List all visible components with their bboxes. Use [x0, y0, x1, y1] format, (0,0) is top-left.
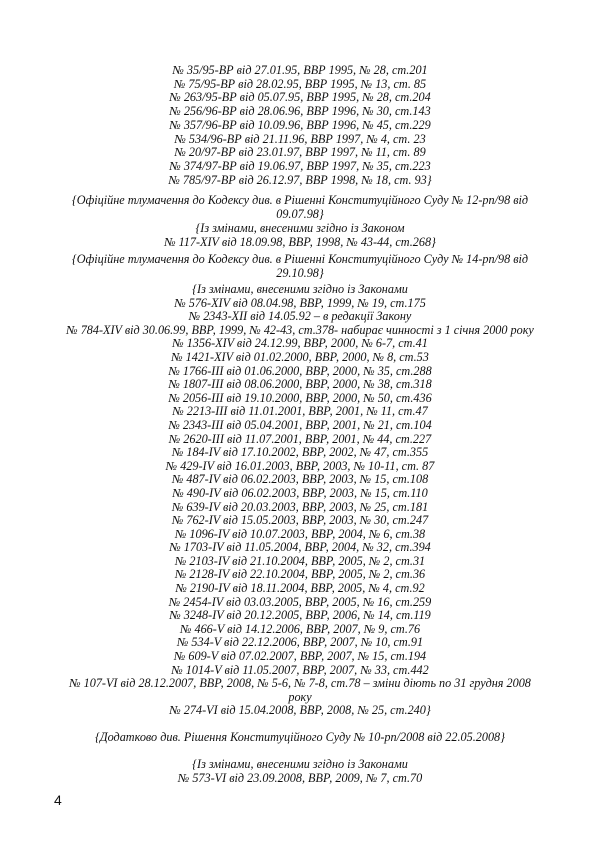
text-line: № 2343-III від 05.04.2001, ВВР, 2001, № 21, ст.104 — [168, 417, 432, 432]
text-line: № 107-VI від 28.12.2007, ВВР, 2008, № 5-6, № 7-8, ст.78 – зміни діють по 31 грудня 2008 — [69, 676, 531, 691]
text-line: № 1766-III від 01.06.2000, ВВР, 2000, № 35, ст.288 — [168, 363, 432, 378]
text-line: № 784-XIV від 30.06.99, ВВР, 1999, № 42-43, ст.378- набирає чинності з 1 січня 2000 року — [66, 322, 534, 337]
text-line: {Із змінами, внесеними згідно із Законами — [192, 282, 408, 296]
text-line: № 1807-III від 08.06.2000, ВВР, 2000, № 38, ст.318 — [168, 377, 432, 392]
text-line: № 357/96-ВР від 10.09.96, ВВР 1996, № 45, ст.229 — [169, 117, 431, 132]
amendments-list-2 — [0, 222, 600, 249]
text-line: № 2343-XII від 14.05.92 – в редакції Закону — [188, 309, 412, 324]
text-line: 29.10.98} — [276, 265, 324, 280]
text-line: № 35/95-ВР від 27.01.95, ВВР 1995, № 28, ст.201 — [172, 63, 428, 77]
text-line: № 785/97-ВР від 26.12.97, ВВР 1998, № 18, ст. 93} — [168, 172, 432, 187]
text-line: № 429-IV від 16.01.2003, ВВР, 2003, № 10-11, ст. 87 — [165, 458, 435, 473]
text-line: № 1421-XIV від 01.02.2000, ВВР, 2000, № 8, ст.53 — [171, 349, 429, 364]
interpretation-note-1 — [0, 194, 600, 221]
additional-note-text: {Додатково див. Рішення Конституційного Суду № 10-рп/2008 від 22.05.2008} — [94, 730, 506, 744]
text-line: № 2128-IV від 22.10.2004, ВВР, 2005, № 2, ст.36 — [174, 567, 426, 582]
text-line: № 184-IV від 17.10.2002, ВВР, 2002, № 47, ст.355 — [171, 445, 429, 460]
text-line: № 2190-IV від 18.11.2004, ВВР, 2005, № 4, ст.92 — [175, 581, 425, 596]
text-line: № 1014-V від 11.05.2007, ВВР, 2007, № 33, ст.442 — [171, 662, 429, 677]
text-line: № 487-IV від 06.02.2003, ВВР, 2003, № 15, ст.108 — [171, 472, 429, 487]
text-line: № 2056-III від 19.10.2000, ВВР, 2000, № 50, ст.436 — [168, 390, 432, 405]
text-line: № 256/96-ВР від 28.06.96, ВВР 1996, № 30, ст.143 — [169, 104, 431, 119]
text-line: № 374/97-ВР від 19.06.97, ВВР 1997, № 35, ст.223 — [169, 158, 431, 173]
text-line: № 117-XIV від 18.09.98, ВВР, 1998, № 43-44, ст.268} — [164, 234, 436, 249]
text-line: № 3248-IV від 20.12.2005, ВВР, 2006, № 14, ст.119 — [169, 608, 431, 623]
text-line: № 762-IV від 15.05.2003, ВВР, 2003, № 30, ст.247 — [171, 513, 429, 528]
text-line: № 2213-III від 11.01.2001, ВВР, 2001, № 11, ст.47 — [172, 404, 428, 419]
text-line: № 609-V від 07.02.2007, ВВР, 2007, № 15, ст.194 — [173, 649, 427, 664]
text-line: {Офіційне тлумачення до Кодексу див. в Рішенні Конституційного Суду № 12-рп/98 від — [71, 193, 529, 207]
text-line: № 20/97-ВР від 23.01.97, ВВР 1997, № 11, ст. 89 — [174, 145, 426, 160]
text-line: № 534-V від 22.12.2006, ВВР, 2007, № 10, ст.91 — [176, 635, 424, 650]
text-line: № 274-VI від 15.04.2008, ВВР, 2008, № 25, ст.240} — [169, 703, 431, 718]
text-line: № 534/96-ВР від 21.11.96, ВВР 1997, № 4, ст. 23 — [174, 131, 426, 146]
text-line: № 263/95-ВР від 05.07.95, ВВР 1995, № 28, ст.204 — [169, 90, 431, 105]
text-line: {Офіційне тлумачення до Кодексу див. в Рішенні Конституційного Суду № 14-рп/98 від — [71, 252, 529, 266]
text-line: № 490-IV від 06.02.2003, ВВР, 2003, № 15, ст.110 — [172, 485, 428, 500]
interpretation-note-2 — [0, 253, 600, 280]
text-line: № 466-V від 14.12.2006, ВВР, 2007, № 9, ст.76 — [179, 621, 421, 636]
text-line: № 2103-IV від 21.10.2004, ВВР, 2005, № 2, ст.31 — [174, 553, 426, 568]
text-line: № 1356-XIV від 24.12.99, ВВР, 2000, № 6-7, ст.41 — [172, 336, 428, 351]
page-number: 4 — [54, 792, 62, 808]
text-line: № 75/95-ВР від 28.02.95, ВВР 1995, № 13, ст. 85 — [173, 76, 427, 91]
text-line: {Із змінами, внесеними згідно із Законом — [195, 221, 405, 235]
text-line: {Із змінами, внесеними згідно із Законами — [192, 757, 408, 771]
amendments-list-3 — [0, 283, 600, 718]
text-line: № 1096-IV від 10.07.2003, ВВР, 2004, № 6, ст.38 — [174, 526, 426, 541]
text-line: № 2620-III від 11.07.2001, ВВР, 2001, № 44, ст.227 — [168, 431, 432, 446]
amendments-list-4 — [0, 758, 600, 785]
additional-note — [0, 731, 600, 745]
text-line: № 573-VI від 23.09.2008, ВВР, 2009, № 7, ст.70 — [177, 770, 423, 785]
text-line: № 2454-IV від 03.03.2005, ВВР, 2005, № 16, ст.259 — [168, 594, 432, 609]
text-line: № 576-XIV від 08.04.98, ВВР, 1999, № 19, ст.175 — [174, 295, 426, 310]
text-line: № 1703-IV від 11.05.2004, ВВР, 2004, № 32, ст.394 — [169, 540, 431, 555]
text-line: № 639-IV від 20.03.2003, ВВР, 2003, № 25, ст.181 — [171, 499, 429, 514]
text-line: року — [288, 689, 312, 704]
amendments-list-1 — [0, 64, 600, 187]
text-line: 09.07.98} — [276, 206, 324, 221]
